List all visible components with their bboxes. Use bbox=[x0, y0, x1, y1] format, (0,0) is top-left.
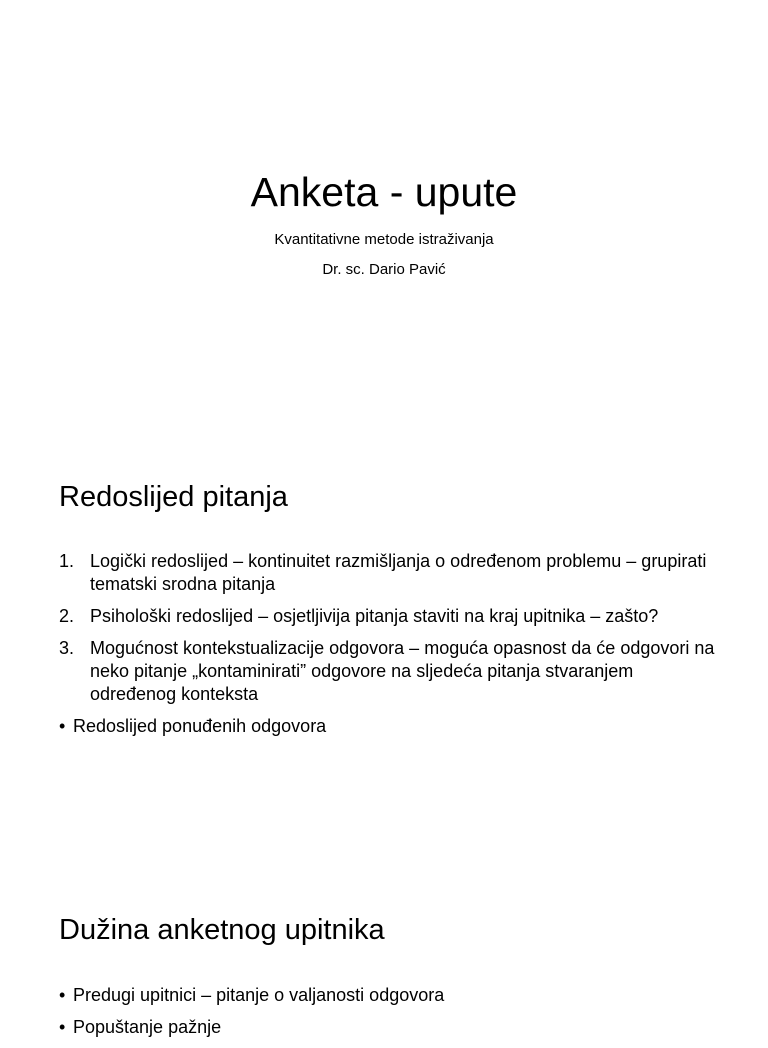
list-item-text: Mogućnost kontekstualizacije odgovora – moguća opasnost da će odgovori na neko pitanje „kontaminirati” odgovore na sljedeća pitanja stvaranjem određenog konteksta bbox=[90, 638, 715, 704]
list-item-text: Psihološki redoslijed – osjetljivija pitanja staviti na kraj upitnika – zašto? bbox=[90, 606, 659, 626]
slide-title: Redoslijed pitanja bbox=[59, 481, 288, 513]
list-item-text: Popuštanje pažnje bbox=[73, 1017, 222, 1037]
list-number: 2. bbox=[59, 606, 75, 626]
list-item-text: Predugi upitnici – pitanje o valjanosti odgovora bbox=[73, 985, 445, 1005]
bullet-list-item bbox=[59, 715, 719, 738]
bullet-icon: • bbox=[59, 716, 66, 736]
slide-content bbox=[59, 550, 719, 747]
presentation-title: Anketa - upute bbox=[250, 169, 518, 215]
list-number: 1. bbox=[59, 551, 75, 571]
list-item-text: Redoslijed ponuđenih odgovora bbox=[73, 716, 327, 736]
numbered-list-item bbox=[59, 605, 719, 628]
list-item-text: Logički redoslijed – kontinuitet razmišljanja o određenom problemu – grupirati tematski srodna pitanja bbox=[90, 551, 707, 594]
bullet-icon: • bbox=[59, 985, 66, 1005]
slide-title: Dužina anketnog upitnika bbox=[59, 914, 385, 946]
numbered-list-item bbox=[59, 550, 719, 596]
numbered-list-item bbox=[59, 637, 719, 706]
questionnaire-length-slide bbox=[0, 864, 768, 1037]
bullet-list-item bbox=[59, 1016, 719, 1039]
title-slide bbox=[0, 0, 768, 432]
bullet-icon: • bbox=[59, 1017, 66, 1037]
slide-content bbox=[59, 984, 719, 1048]
question-order-slide bbox=[0, 432, 768, 864]
course-subtitle: Kvantitativne metode istraživanja bbox=[274, 231, 494, 248]
bullet-list-item bbox=[59, 984, 719, 1007]
author-name: Dr. sc. Dario Pavić bbox=[322, 261, 446, 278]
list-number: 3. bbox=[59, 638, 75, 658]
